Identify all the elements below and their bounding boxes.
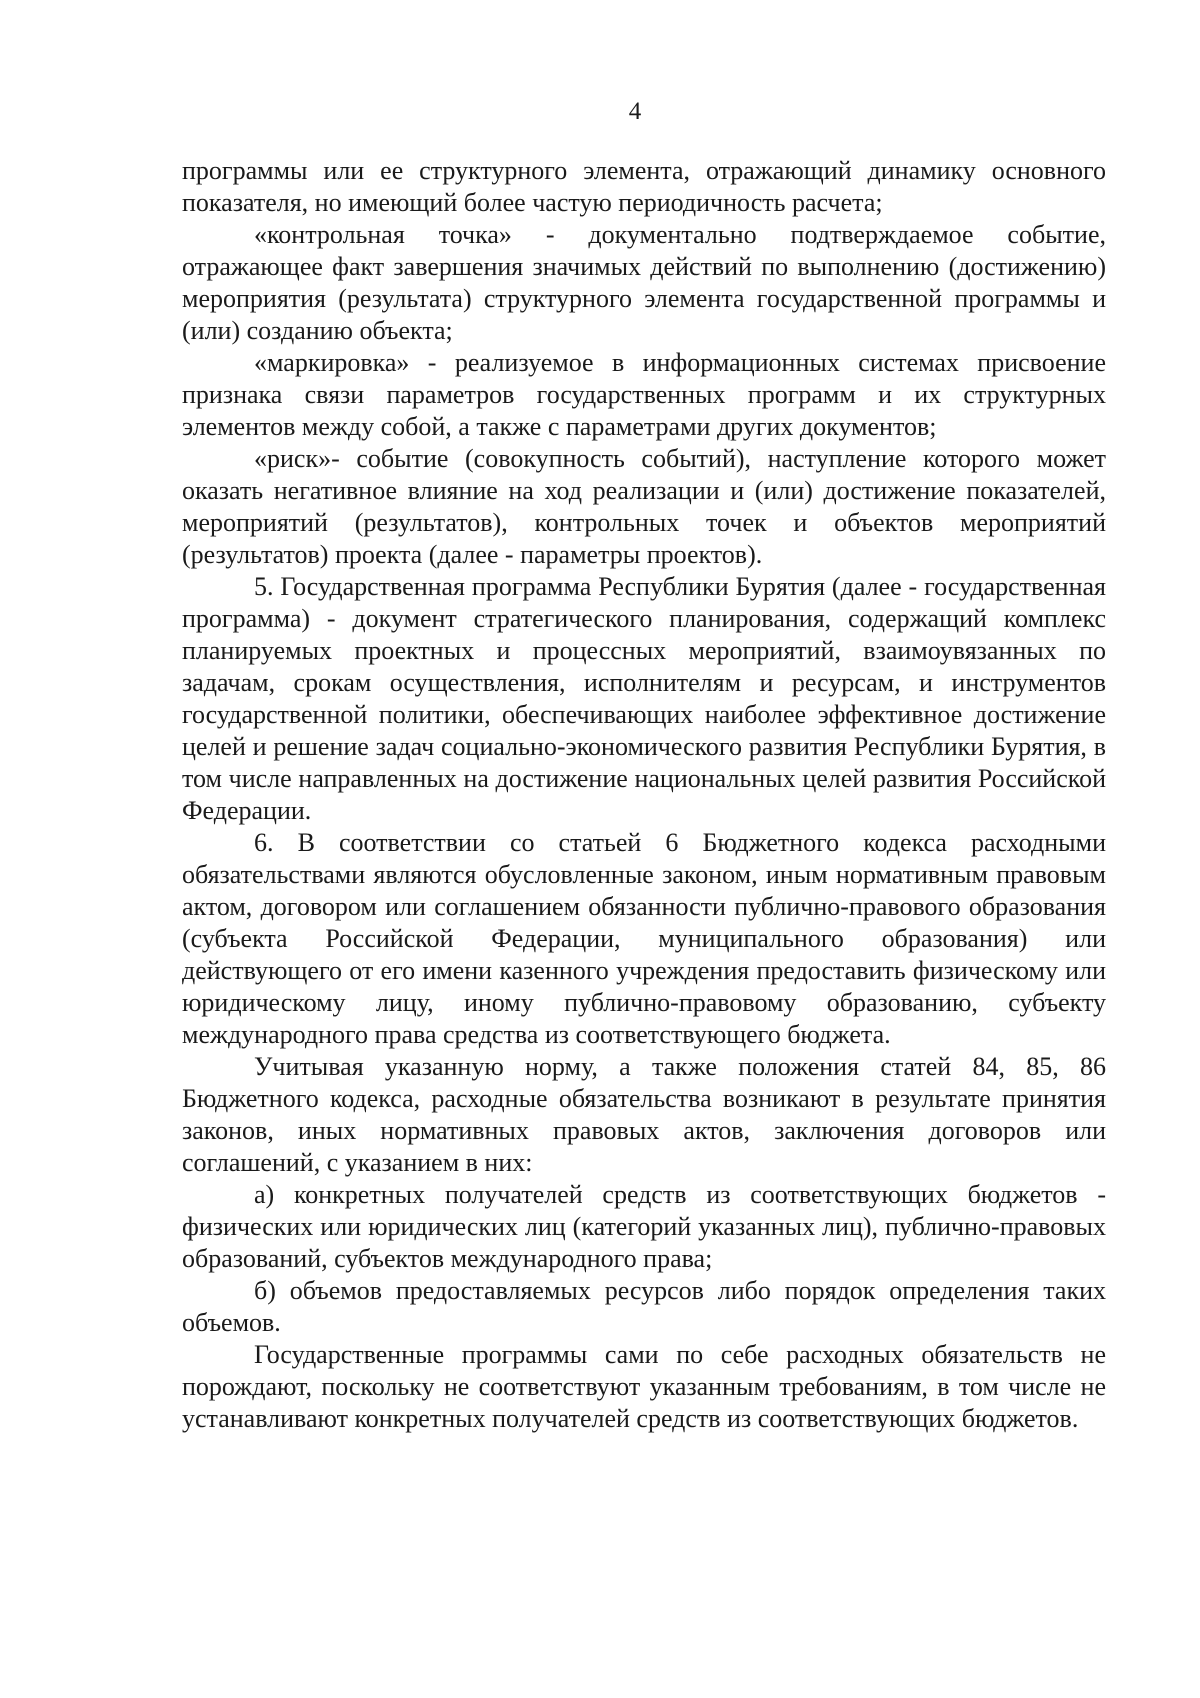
document-body	[182, 155, 1106, 1435]
paragraph-1: программы или ее структурного элемента, отражающий динамику основного показателя, но имеющий более частую периодичность расчета;	[182, 156, 1106, 217]
paragraph-7: Учитывая указанную норму, а также положения статей 84, 85, 86 Бюджетного кодекса, расходные обязательства возникают в результате принятия законов, иных нормативных правовых актов, заключения договоров или соглашений, с указанием в них:	[182, 1052, 1106, 1177]
paragraph-3: «маркировка» - реализуемое в информационных системах присвоение признака связи параметров государственных программ и их структурных элементов между собой, а также с параметрами других документов;	[182, 348, 1106, 441]
paragraph-8: а) конкретных получателей средств из соответствующих бюджетов - физических или юридических лиц (категорий указанных лиц), публично-правовых образований, субъектов международного права;	[182, 1180, 1106, 1273]
paragraph-6: 6. В соответствии со статьей 6 Бюджетного кодекса расходными обязательствами являются обусловленные законом, иным нормативным правовым актом, договором или соглашением обязанности публично-правового образования (субъекта Российской Федерации, муниципального образования) или действующего от его имени казенного учреждения предоставить физическому или юридическому лицу, иному публично-правовому образованию, субъекту международного права средства из соответствующего бюджета.	[182, 828, 1106, 1049]
paragraph-5: 5. Государственная программа Республики Бурятия (далее - государственная программа) - документ стратегического планирования, содержащий комплекс планируемых проектных и процессных мероприятий, взаимоувязанных по задачам, срокам осуществления, исполнителям и ресурсам, и инструментов государственной политики, обеспечивающих наиболее эффективное достижение целей и решение задач социально-экономического развития Республики Бурятия, в том числе направленных на достижение национальных целей развития Российской Федерации.	[182, 572, 1106, 825]
paragraph-9: б) объемов предоставляемых ресурсов либо порядок определения таких объемов.	[182, 1276, 1106, 1337]
page-number: 4	[628, 98, 642, 125]
paragraph-10: Государственные программы сами по себе расходных обязательств не порождают, поскольку не соответствуют указанным требованиям, в том числе не устанавливают конкретных получателей средств из соответствующих бюджетов.	[182, 1340, 1106, 1433]
paragraph-2: «контрольная точка» - документально подтверждаемое событие, отражающее факт завершения значимых действий по выполнению (достижению) мероприятия (результата) структурного элемента государственной программы и (или) созданию объекта;	[182, 220, 1106, 345]
paragraph-4: «риск»- событие (совокупность событий), наступление которого может оказать негативное влияние на ход реализации и (или) достижение показателей, мероприятий (результатов), контрольных точек и объектов мероприятий (результатов) проекта (далее - параметры проектов).	[182, 444, 1106, 569]
